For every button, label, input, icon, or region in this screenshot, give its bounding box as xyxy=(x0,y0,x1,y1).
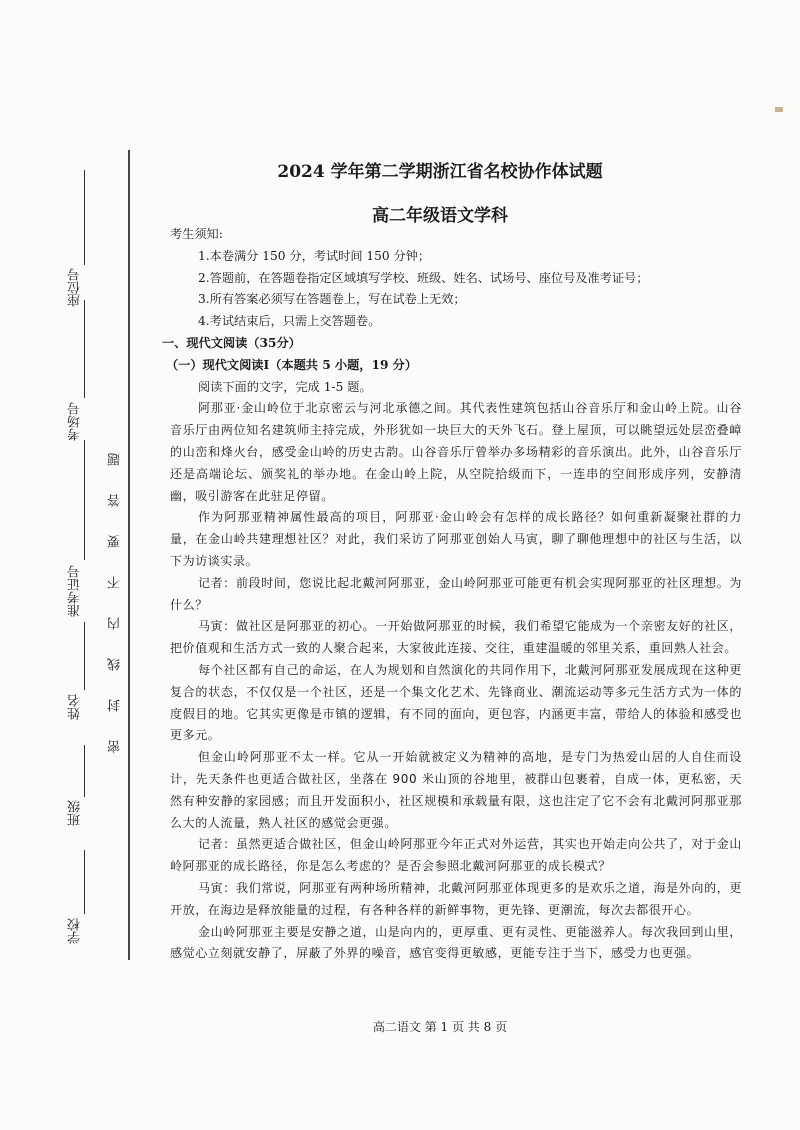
seat-number-label: 座位号 xyxy=(68,268,83,307)
exam-content xyxy=(162,224,742,965)
notice-item-4: 4.考试结束后，只需上交答题卷。 xyxy=(198,314,381,329)
subsection-heading: （一）现代文阅读Ⅰ（本题共 5 小题，19 分） xyxy=(166,357,418,372)
article-paragraph: 马寅：做社区是阿那亚的初心。一开始做阿那亚的时候，我们希望它能成为一个亲密友好的社区，把价值观和生活方式一致的人聚合起来，大家彼此连接、交往，重建温暖的邻里关系，重回熟人社会。 xyxy=(170,619,742,656)
article-paragraph: 金山岭阿那亚主要是安静之道，山是向内的，更厚重、更有灵性、更能滋养人。每次我回到山里，感觉心立刻就安静了，屏蔽了外界的噪音，感官变得更敏感，更能专注于当下，感受力也更强。 xyxy=(170,924,742,961)
article-paragraph: 记者：虽然更适合做社区，但金山岭阿那亚今年正式对外运营，其实也开始走向公共了，对于金山岭阿那亚的成长路径，你是怎么考虑的？是否会参照北戴河阿那亚的成长模式？ xyxy=(170,837,742,874)
exam-room-line xyxy=(84,300,85,398)
article-paragraph: 作为阿那亚精神属性最高的项目，阿那亚·金山岭会有怎样的成长路径？如何重新凝聚社群的力量，在金山岭共建理想社区？对此，我们采访了阿那亚创始人马寅，聊了聊他理想中的社区与生活，以下为访谈实录。 xyxy=(170,510,742,568)
school-label: 学校 xyxy=(68,918,83,944)
article-paragraph: 记者：前段时间，您说比起北戴河阿那亚，金山岭阿那亚可能更有机会实现阿那亚的社区理想。为什么？ xyxy=(170,575,742,612)
name-line xyxy=(84,622,85,690)
exam-room-label: 考场号 xyxy=(68,402,83,441)
scan-mark xyxy=(775,107,783,112)
seal-line xyxy=(128,150,130,960)
article-paragraph: 阿那亚·金山岭位于北京密云与河北承德之间。其代表性建筑包括山谷音乐厅和金山岭上院。山谷音乐厅由两位知名建筑师主持完成，外形犹如一块巨大的天外飞石。登上屋顶，可以眺望远处层峦叠嶂的山峦和烽火台，感受金山岭的历史古韵。山谷音乐厅曾举办多场精彩的音乐演出。此外，山谷音乐厅还是高端论坛、颁奖礼的举办地。在金山岭上院，从空院拾级而下，一连串的空间形成序列，安静清幽，吸引游客在此驻足停留。 xyxy=(170,401,742,503)
exam-title: 2024 学年第二学期浙江省名校协作体试题 xyxy=(277,162,603,182)
class-line xyxy=(84,745,85,797)
ticket-number-label: 准考证号 xyxy=(68,565,83,617)
article-paragraph: 但金山岭阿那亚不太一样。它从一开始就被定义为精神的高地，是专门为热爱山居的人自住而设计，先天条件也更适合做社区，坐落在 900 米山顶的谷地里，被群山包裹着，自成一体，更私密，天然有种安静的家园感；而且开发面积小，社区规模和承载量有限，这也注定了它不会有北戴河阿那亚那么大的人流量，熟人社区的感觉会更强。 xyxy=(170,750,742,830)
exam-subtitle: 高二年级语文学科 xyxy=(372,206,508,226)
article-paragraph: 马寅：我们常说，阿那亚有两种场所精神，北戴河阿那亚体现更多的是欢乐之道，海是外向的，更开放，在海边是释放能量的过程，有各种各样的新鲜事物，更先锋、更潮流，每次去都很开心。 xyxy=(170,880,742,917)
notice-item-3: 3.所有答案必须写在答题卷上，写在试卷上无效； xyxy=(198,292,466,307)
section-heading: 一、现代文阅读（35分） xyxy=(162,335,301,350)
notice-item-2: 2.答题前，在答题卷指定区域填写学校、班级、姓名、试场号、座位号及准考证号； xyxy=(198,270,649,285)
page-footer: 高二语文 第 1 页 共 8 页 xyxy=(372,1020,508,1034)
notice-item-1: 1.本卷满分 150 分，考试时间 150 分钟； xyxy=(198,248,431,263)
class-label: 班级 xyxy=(68,800,83,826)
name-label: 姓名 xyxy=(68,694,83,720)
ticket-number-line xyxy=(84,440,85,560)
article-paragraph: 每个社区都有自己的命运，在人为规划和自然演化的共同作用下，北戴河阿那亚发展成现在这种更复合的状态，不仅仅是一个社区，还是一个集文化艺术、先锋商业、潮流运动等多元生活方式为一体的度假目的地。它其实更像是市镇的逻辑，有不同的面向，更包容，内涵更丰富，带给人的体验和感受也更多元。 xyxy=(170,662,742,743)
seal-warning-text: 密封线内不要答题 xyxy=(108,425,123,753)
school-line xyxy=(84,850,85,914)
notice-heading: 考生须知: xyxy=(170,227,223,241)
reading-instruction: 阅读下面的文字，完成 1-5 题。 xyxy=(198,379,372,394)
